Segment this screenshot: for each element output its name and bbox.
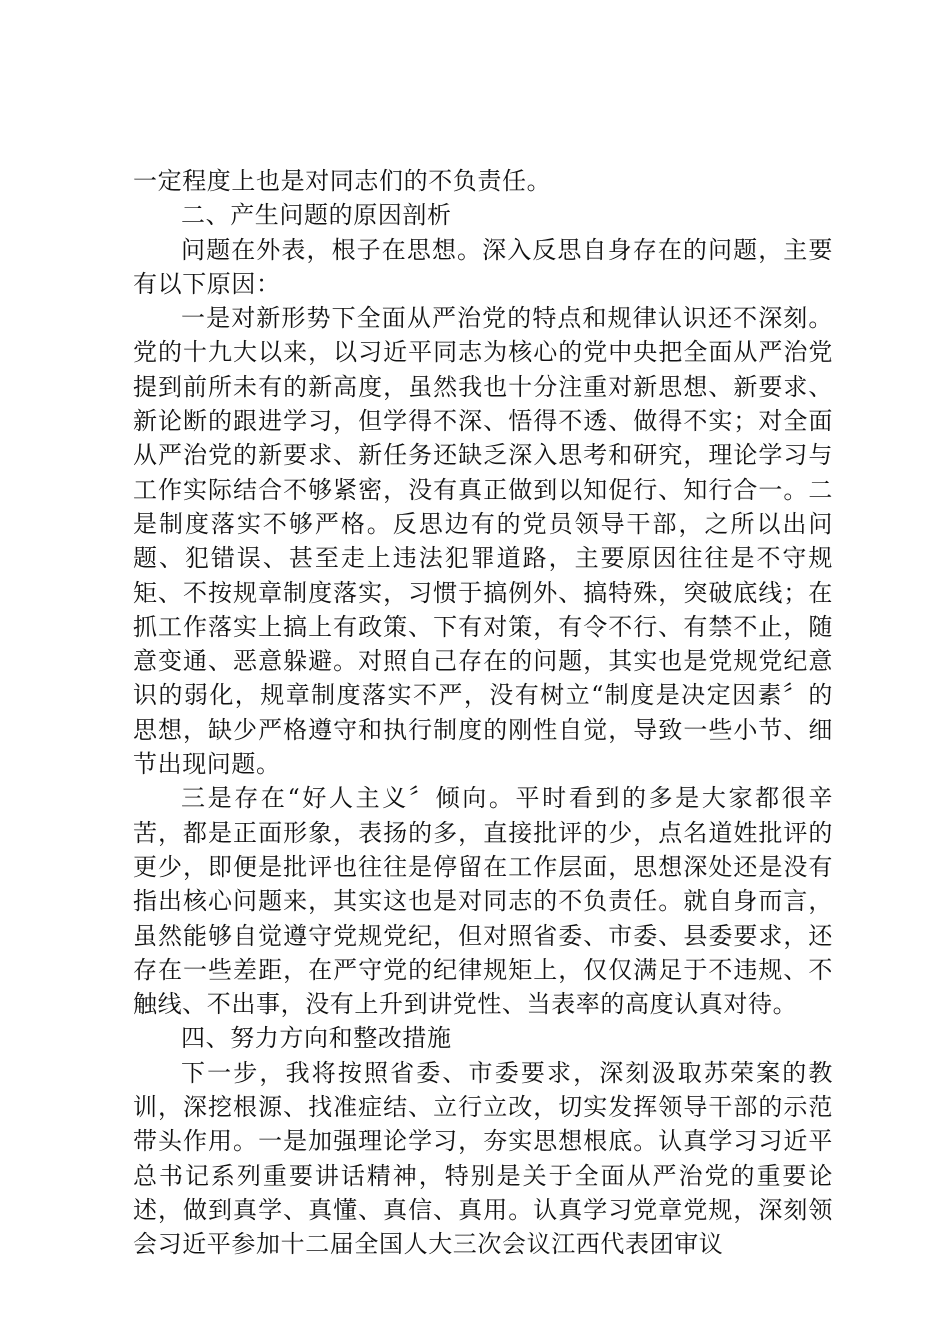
paragraph-causes-one-two: 一是对新形势下全面从严治党的特点和规律认识还不深刻。党的十九大以来，以习近平同志为核心的党中央把全面从严治党提到前所未有的新高度，虽然我也十分注重对新思想、新要求、新论断的跟进学习，但学得不深、悟得不透、做得不实；对全面从严治党的新要求、新任务还缺乏深入思考和研究，理论学习与工作实际结合不够紧密，没有真正做到以知促行、知行合一。二是制度落实不够严格。反思边有的党员领导干部，之所以出问题、犯错误、甚至走上违法犯罪道路，主要原因往往是不守规矩、不按规章制度落实，习惯于搞例外、搞特殊，突破底线；在抓工作落实上搞上有政策、下有对策，有令不行、有禁不止，随意变通、恶意躲避。对照自己存在的问题，其实也是党规党纪意识的弱化，规章制度落实不严，没有树立“制度是决定因素〞的思想，缺少严格遵守和执行制度的刚性自觉，导致一些小节、细节出现问题。 [133, 304, 833, 779]
paragraph-causes-three: 三是存在“好人主义〞倾向。平时看到的多是大家都很辛苦，都是正面形象，表扬的多，直接批评的少，点名道姓批评的更少，即便是批评也往往是停留在工作层面，思想深处还是没有指出核心问题来，其实这也是对同志的不负责任。就自身而言，虽然能够自觉遵守党规党纪，但对照省委、市委、县委要求，还存在一些差距，在严守党的纪律规矩上，仅仅满足于不违规、不触线、不出事，没有上升到讲党性、当表率的高度认真对待。 [133, 784, 833, 1019]
section-heading-causes: 二、产生问题的原因剖析 [181, 201, 452, 230]
document-body [133, 164, 833, 1262]
paragraph-causes-intro: 问题在外表，根子在思想。深入反思自身存在的问题，主要有以下原因： [133, 235, 833, 298]
paragraph-measures: 下一步，我将按照省委、市委要求，深刻汲取苏荣案的教训，深挖根源、找准症结、立行立改，切实发挥领导干部的示范带头作用。一是加强理论学习，夯实思想根底。认真学习习近平总书记系列重要讲话精神，特别是关于全面从严治党的重要论述，做到真学、真懂、真信、真用。认真学习党章党规，深刻领会习近平参加十二届全国人大三次会议江西代表团审议 [133, 1058, 833, 1259]
section-heading-measures: 四、努力方向和整改措施 [181, 1024, 452, 1053]
paragraph-continuation: 一定程度上也是对同志们的不负责任。 [133, 167, 552, 195]
